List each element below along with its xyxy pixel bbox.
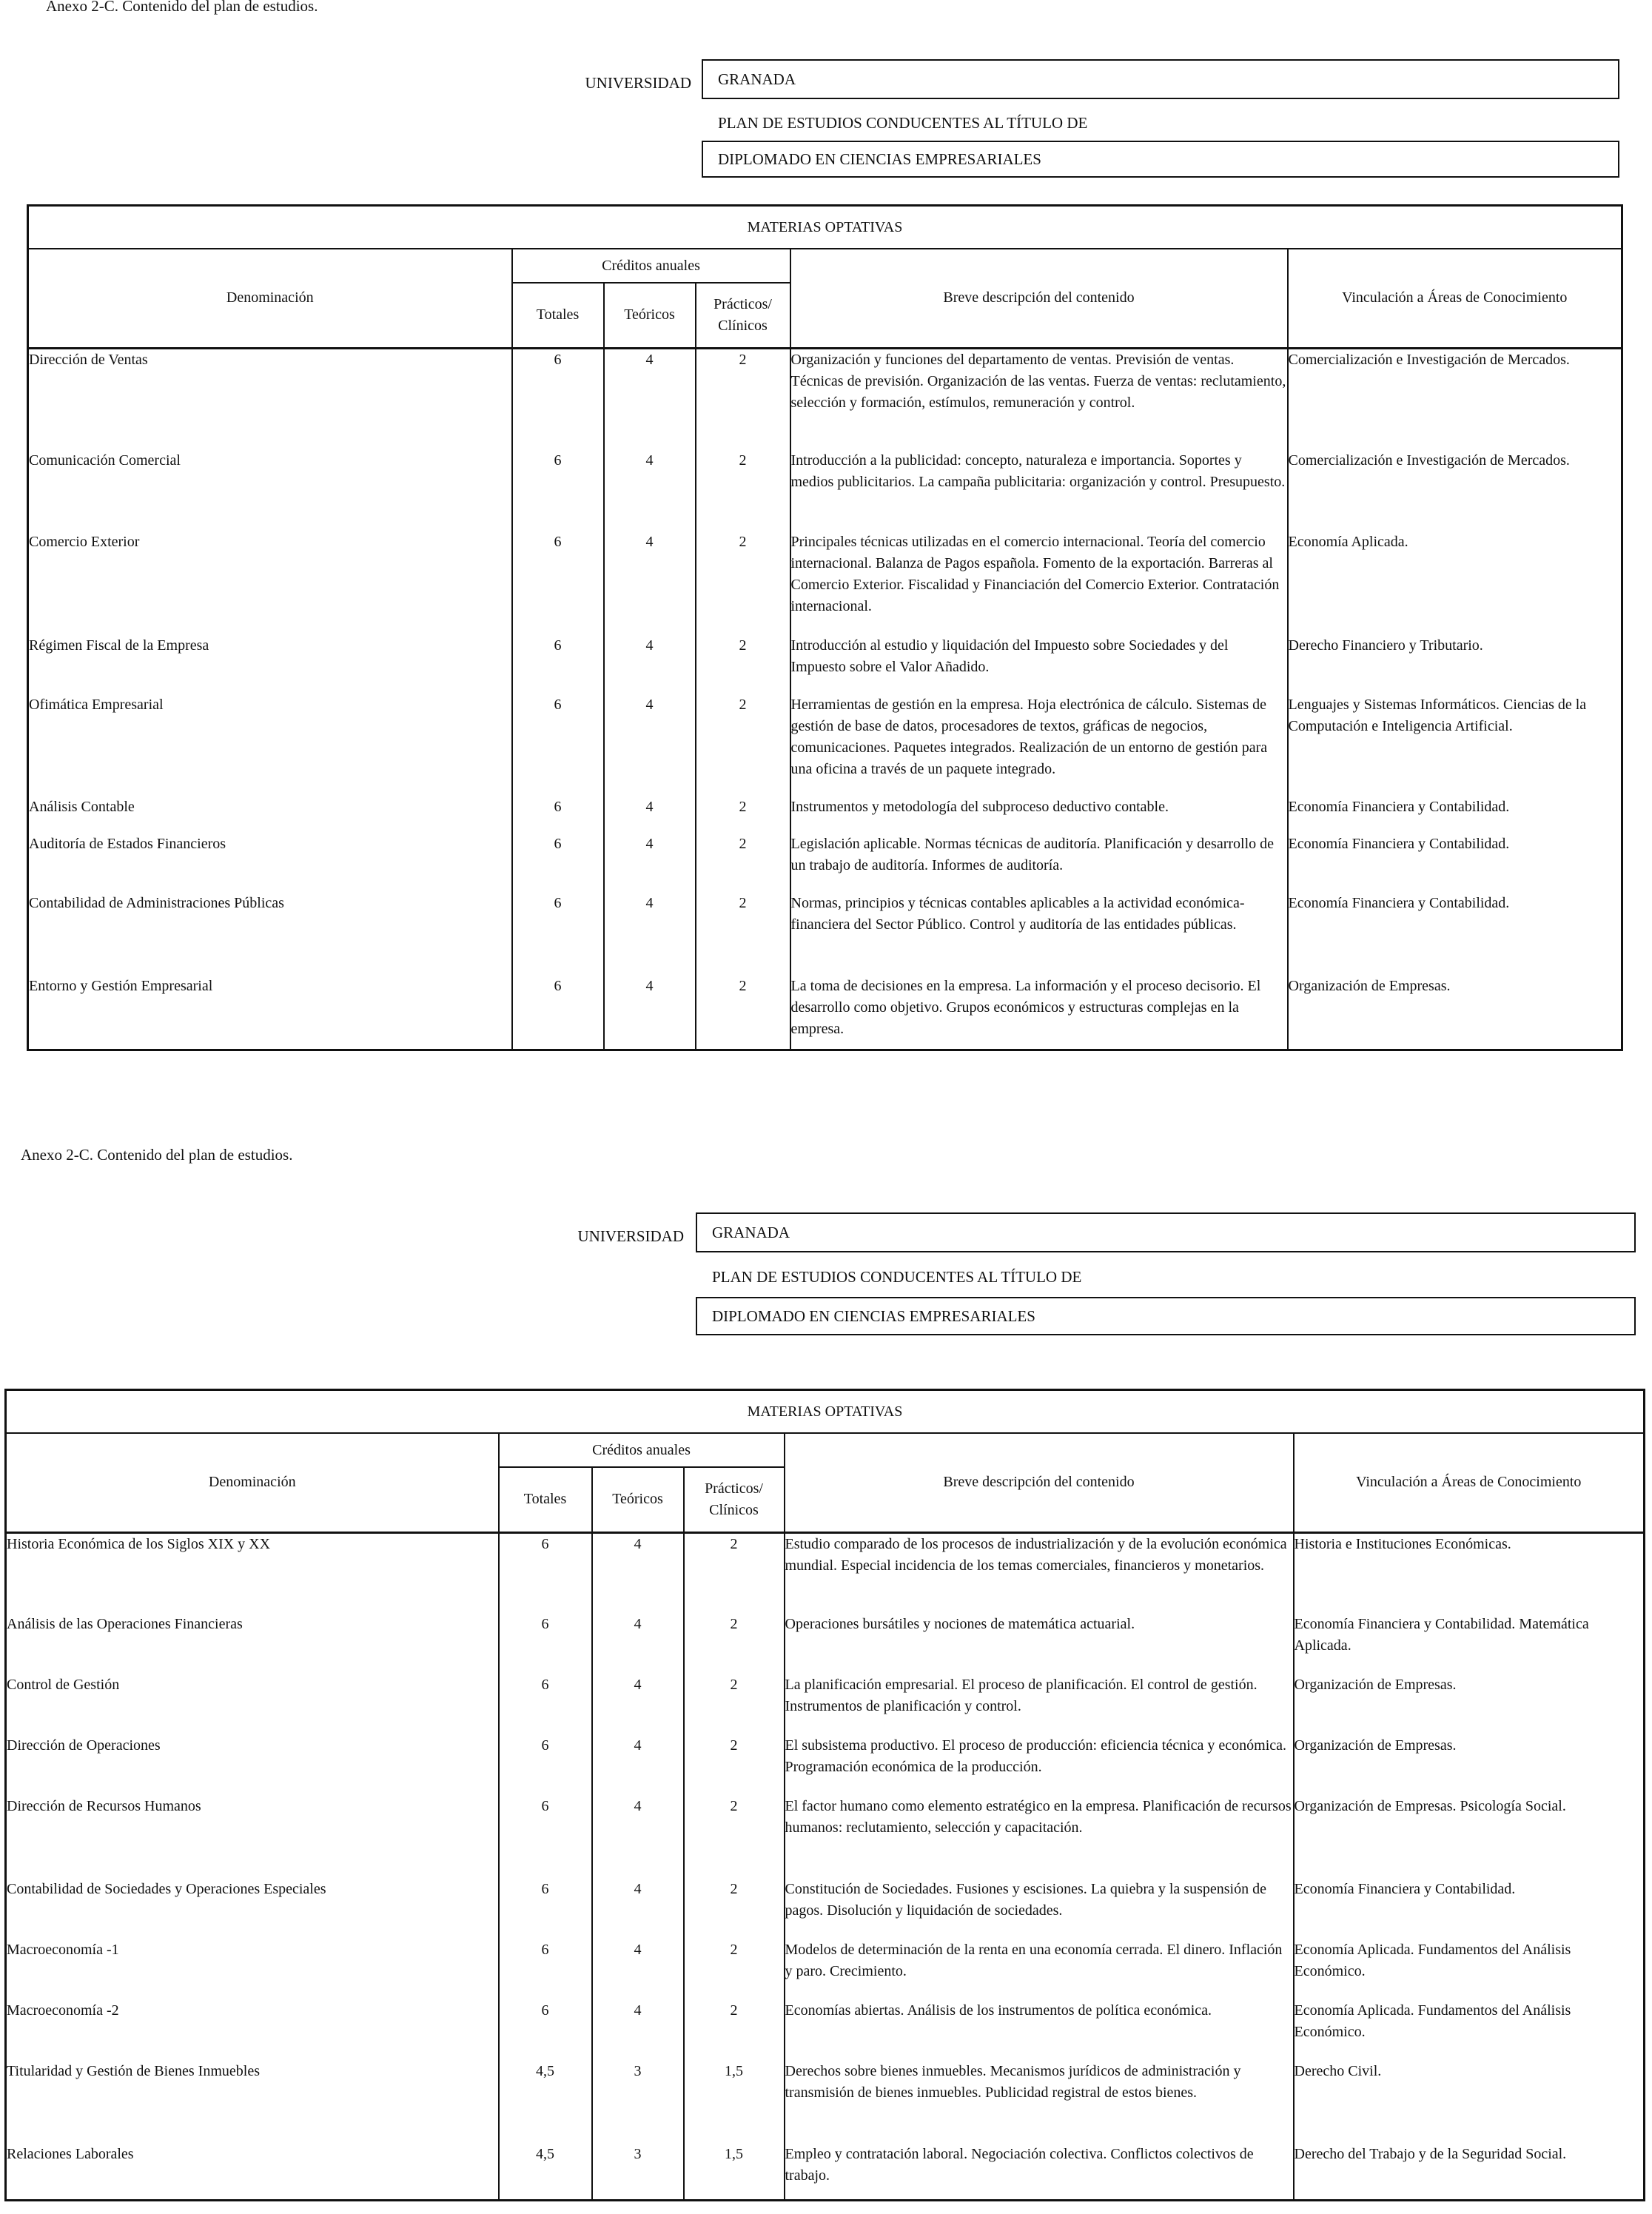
denominacion-cell: Historia Económica de los Siglos XIX y XX — [6, 1532, 499, 1614]
areas-cell: Derecho del Trabajo y de la Seguridad Social. — [1294, 2146, 1567, 2162]
practicos-cell: 2 — [684, 1735, 785, 1796]
areas-cell: Comercialización e Investigación de Mercados. — [1288, 351, 1570, 368]
denominacion-cell: Análisis Contable — [28, 796, 512, 833]
practicos-cell: 2 — [684, 1879, 785, 1939]
teoricos-cell: 3 — [592, 2061, 684, 2144]
teoricos-cell: 4 — [604, 694, 696, 796]
titulo-box — [696, 1297, 1636, 1335]
totales-cell: 4,5 — [499, 2144, 592, 2200]
descripcion-cell: La planificación empresarial. El proceso de planificación. El control de gestión. Instrumentos de planificación y control. — [785, 1674, 1294, 1735]
header-creditos: Créditos anuales — [499, 1433, 785, 1467]
practicos-cell: 2 — [684, 1674, 785, 1735]
areas-cell: Lenguajes y Sistemas Informáticos. Ciencias de la Computación e Inteligencia Artificial. — [1288, 697, 1587, 734]
totales-cell: 6 — [499, 1796, 592, 1879]
table-title: MATERIAS OPTATIVAS — [28, 206, 1622, 249]
practicos-cell: 2 — [696, 796, 790, 833]
practicos-cell: 2 — [684, 1796, 785, 1879]
table-row — [6, 1735, 1645, 1796]
totales-cell: 6 — [512, 893, 604, 976]
denominacion-cell: Relaciones Laborales — [6, 2144, 499, 2200]
teoricos-cell: 4 — [604, 635, 696, 694]
totales-cell: 6 — [512, 833, 604, 893]
teoricos-cell: 4 — [604, 893, 696, 976]
practicos-cell: 2 — [684, 1939, 785, 2000]
table-row — [6, 1796, 1645, 1879]
table-row — [28, 635, 1622, 694]
header-denominacion: Denominación — [6, 1433, 499, 1532]
plan-label: PLAN DE ESTUDIOS CONDUCENTES AL TÍTULO DE — [712, 1268, 1082, 1286]
teoricos-cell: 4 — [592, 2000, 684, 2061]
teoricos-cell: 4 — [604, 531, 696, 635]
denominacion-cell: Dirección de Ventas — [28, 348, 512, 450]
table-row — [6, 2144, 1645, 2200]
denominacion-cell: Titularidad y Gestión de Bienes Inmuebles — [6, 2061, 499, 2144]
plan-label: PLAN DE ESTUDIOS CONDUCENTES AL TÍTULO DE — [718, 114, 1088, 132]
teoricos-cell: 4 — [592, 1879, 684, 1939]
titulo-box — [702, 141, 1619, 178]
teoricos-cell: 3 — [592, 2144, 684, 2200]
header-teoricos: Teóricos — [592, 1467, 684, 1532]
practicos-cell: 2 — [696, 694, 790, 796]
header-totales: Totales — [512, 283, 604, 348]
descripcion-cell: Estudio comparado de los procesos de industrialización y de la evolución económica mundial. Especial incidencia de los temas comerciales, financieros y monetarios. — [785, 1532, 1294, 1614]
denominacion-cell: Régimen Fiscal de la Empresa — [28, 635, 512, 694]
descripcion-cell: Operaciones bursátiles y nociones de matemática actuarial. — [785, 1614, 1294, 1674]
denominacion-cell: Ofimática Empresarial — [28, 694, 512, 796]
table-row — [28, 833, 1622, 893]
teoricos-cell: 4 — [604, 450, 696, 531]
header-totales: Totales — [499, 1467, 592, 1532]
table-row — [6, 1674, 1645, 1735]
teoricos-cell: 4 — [604, 348, 696, 450]
practicos-cell: 2 — [696, 833, 790, 893]
descripcion-cell: La toma de decisiones en la empresa. La información y el proceso decisorio. El desarrollo como objetivo. Grupos económicos y estructuras complejas en la empresa. — [790, 976, 1288, 1050]
titulo-value: DIPLOMADO EN CIENCIAS EMPRESARIALES — [712, 1306, 1035, 1325]
totales-cell: 6 — [499, 1674, 592, 1735]
teoricos-cell: 4 — [592, 1796, 684, 1879]
teoricos-cell: 4 — [592, 1614, 684, 1674]
denominacion-cell: Comunicación Comercial — [28, 450, 512, 531]
denominacion-cell: Macroeconomía -2 — [6, 2000, 499, 2061]
table-row — [6, 1939, 1645, 2000]
descripcion-cell: Introducción a la publicidad: concepto, naturaleza e importancia. Soportes y medios publicitarios. La campaña publicitaria: organización y control. Presupuesto. — [790, 450, 1288, 531]
descripcion-cell: El subsistema productivo. El proceso de producción: eficiencia técnica y económica. Programación económica de la producción. — [785, 1735, 1294, 1796]
table-row — [28, 450, 1622, 531]
descripcion-cell: Introducción al estudio y liquidación del Impuesto sobre Sociedades y del Impuesto sobre el Valor Añadido. — [790, 635, 1288, 694]
areas-cell: Comercialización e Investigación de Mercados. — [1288, 452, 1570, 469]
practicos-cell: 2 — [684, 1532, 785, 1614]
areas-cell: Derecho Financiero y Tributario. — [1288, 637, 1483, 654]
practicos-cell: 1,5 — [684, 2061, 785, 2144]
annex-title: Anexo 2-C. Contenido del plan de estudios. — [46, 0, 318, 15]
header-descripcion: Breve descripción del contenido — [790, 249, 1288, 348]
areas-cell: Economía Financiera y Contabilidad. — [1288, 799, 1510, 815]
totales-cell: 6 — [512, 450, 604, 531]
descripcion-cell: Empleo y contratación laboral. Negociación colectiva. Conflictos colectivos de trabajo. — [785, 2144, 1294, 2200]
totales-cell: 6 — [512, 531, 604, 635]
totales-cell: 6 — [499, 1614, 592, 1674]
practicos-cell: 2 — [684, 2000, 785, 2061]
table-row — [28, 893, 1622, 976]
denominacion-cell: Macroeconomía -1 — [6, 1939, 499, 2000]
totales-cell: 6 — [512, 694, 604, 796]
areas-cell: Economía Aplicada. — [1288, 534, 1408, 550]
table-row — [28, 796, 1622, 833]
header-teoricos: Teóricos — [604, 283, 696, 348]
table-row — [6, 1532, 1645, 1614]
table-row — [6, 1879, 1645, 1939]
header-creditos: Créditos anuales — [512, 249, 790, 283]
header-vinculacion: Vinculación a Áreas de Conocimiento — [1288, 249, 1622, 348]
table-title: MATERIAS OPTATIVAS — [6, 1390, 1645, 1434]
materias-table — [27, 204, 1623, 1051]
denominacion-cell: Comercio Exterior — [28, 531, 512, 635]
practicos-cell: 2 — [696, 635, 790, 694]
descripcion-cell: Principales técnicas utilizadas en el comercio internacional. Teoría del comercio internacional. Balanza de Pagos española. Fomento de la exportación. Barreras al Comercio Exterior. Fiscalidad y Financiación del Comercio Exterior. Contratación internacional. — [790, 531, 1288, 635]
header-descripcion: Breve descripción del contenido — [785, 1433, 1294, 1532]
descripcion-cell: Legislación aplicable. Normas técnicas de auditoría. Planificación y desarrollo de un trabajo de auditoría. Informes de auditoría. — [790, 833, 1288, 893]
areas-cell: Economía Financiera y Contabilidad. — [1294, 1881, 1516, 1897]
practicos-cell: 2 — [696, 893, 790, 976]
descripcion-cell: Organización y funciones del departamento de ventas. Previsión de ventas. Técnicas de previsión. Organización de las ventas. Fuerza de ventas: reclutamiento, selección y formación, estímulos, remuneración y control. — [790, 348, 1288, 450]
teoricos-cell: 4 — [604, 833, 696, 893]
teoricos-cell: 4 — [604, 796, 696, 833]
totales-cell: 6 — [512, 348, 604, 450]
table-row — [28, 531, 1622, 635]
areas-cell: Economía Aplicada. Fundamentos del Análisis Económico. — [1294, 2002, 1571, 2040]
practicos-cell: 2 — [696, 450, 790, 531]
header-practicos: Prácticos/ Clínicos — [684, 1467, 785, 1532]
teoricos-cell: 4 — [592, 1939, 684, 2000]
areas-cell: Organización de Empresas. Psicología Social. — [1294, 1798, 1566, 1814]
totales-cell: 6 — [499, 1879, 592, 1939]
areas-cell: Organización de Empresas. — [1288, 978, 1451, 994]
annex-title: Anexo 2-C. Contenido del plan de estudios. — [21, 1146, 293, 1164]
areas-cell: Economía Financiera y Contabilidad. Matemática Aplicada. — [1294, 1616, 1589, 1654]
universidad-value: GRANADA — [712, 1223, 790, 1241]
teoricos-cell: 4 — [604, 976, 696, 1050]
titulo-value: DIPLOMADO EN CIENCIAS EMPRESARIALES — [718, 150, 1041, 168]
denominacion-cell: Dirección de Recursos Humanos — [6, 1796, 499, 1879]
totales-cell: 6 — [512, 635, 604, 694]
header-vinculacion: Vinculación a Áreas de Conocimiento — [1294, 1433, 1645, 1532]
universidad-label: UNIVERSIDAD — [577, 1227, 684, 1245]
totales-cell: 6 — [512, 796, 604, 833]
totales-cell: 6 — [499, 1735, 592, 1796]
table-row — [28, 694, 1622, 796]
denominacion-cell: Entorno y Gestión Empresarial — [28, 976, 512, 1050]
universidad-box — [702, 59, 1619, 99]
areas-cell: Economía Financiera y Contabilidad. — [1288, 836, 1510, 852]
practicos-cell: 2 — [696, 348, 790, 450]
denominacion-cell: Contabilidad de Sociedades y Operaciones Especiales — [6, 1879, 499, 1939]
teoricos-cell: 4 — [592, 1735, 684, 1796]
totales-cell: 6 — [499, 1939, 592, 2000]
descripcion-cell: El factor humano como elemento estratégico en la empresa. Planificación de recursos humanos: reclutamiento, selección y capacitación. — [785, 1796, 1294, 1879]
denominacion-cell: Dirección de Operaciones — [6, 1735, 499, 1796]
denominacion-cell: Control de Gestión — [6, 1674, 499, 1735]
totales-cell: 6 — [512, 976, 604, 1050]
teoricos-cell: 4 — [592, 1532, 684, 1614]
areas-cell: Organización de Empresas. — [1294, 1737, 1457, 1754]
table-row — [6, 2000, 1645, 2061]
practicos-cell: 2 — [684, 1614, 785, 1674]
denominacion-cell: Contabilidad de Administraciones Públicas — [28, 893, 512, 976]
table-row — [6, 1614, 1645, 1674]
totales-cell: 6 — [499, 1532, 592, 1614]
areas-cell: Economía Aplicada. Fundamentos del Análisis Económico. — [1294, 1942, 1571, 1979]
practicos-cell: 2 — [696, 531, 790, 635]
practicos-cell: 1,5 — [684, 2144, 785, 2200]
practicos-cell: 2 — [696, 976, 790, 1050]
areas-cell: Derecho Civil. — [1294, 2063, 1382, 2079]
descripcion-cell: Modelos de determinación de la renta en una economía cerrada. El dinero. Inflación y paro. Crecimiento. — [785, 1939, 1294, 2000]
denominacion-cell: Análisis de las Operaciones Financieras — [6, 1614, 499, 1674]
teoricos-cell: 4 — [592, 1674, 684, 1735]
table-row — [28, 348, 1622, 450]
totales-cell: 4,5 — [499, 2061, 592, 2144]
universidad-label: UNIVERSIDAD — [585, 74, 691, 92]
areas-cell: Economía Financiera y Contabilidad. — [1288, 895, 1510, 911]
descripcion-cell: Herramientas de gestión en la empresa. Hoja electrónica de cálculo. Sistemas de gestión de base de datos, procesadores de textos, gráficas de negocios, comunicaciones. Paquetes integrados. Realización de un entorno de gestión para una oficina a través de un paquete integrado. — [790, 694, 1288, 796]
areas-cell: Organización de Empresas. — [1294, 1677, 1457, 1693]
header-denominacion: Denominación — [28, 249, 512, 348]
universidad-box — [696, 1212, 1636, 1252]
table-row — [28, 976, 1622, 1050]
descripcion-cell: Derechos sobre bienes inmuebles. Mecanismos jurídicos de administración y transmisión de bienes inmuebles. Publicidad registral de estos bienes. — [785, 2061, 1294, 2144]
descripcion-cell: Economías abiertas. Análisis de los instrumentos de política económica. — [785, 2000, 1294, 2061]
table-row — [6, 2061, 1645, 2144]
universidad-value: GRANADA — [718, 70, 796, 88]
descripcion-cell: Normas, principios y técnicas contables aplicables a la actividad económica-financiera del Sector Público. Control y auditoría de las entidades públicas. — [790, 893, 1288, 976]
areas-cell: Historia e Instituciones Económicas. — [1294, 1535, 1511, 1552]
totales-cell: 6 — [499, 2000, 592, 2061]
denominacion-cell: Auditoría de Estados Financieros — [28, 833, 512, 893]
header-practicos: Prácticos/ Clínicos — [696, 283, 790, 348]
materias-table — [4, 1389, 1645, 2201]
descripcion-cell: Instrumentos y metodología del subproceso deductivo contable. — [790, 796, 1288, 833]
descripcion-cell: Constitución de Sociedades. Fusiones y escisiones. La quiebra y la suspensión de pagos. Disolución y liquidación de sociedades. — [785, 1879, 1294, 1939]
